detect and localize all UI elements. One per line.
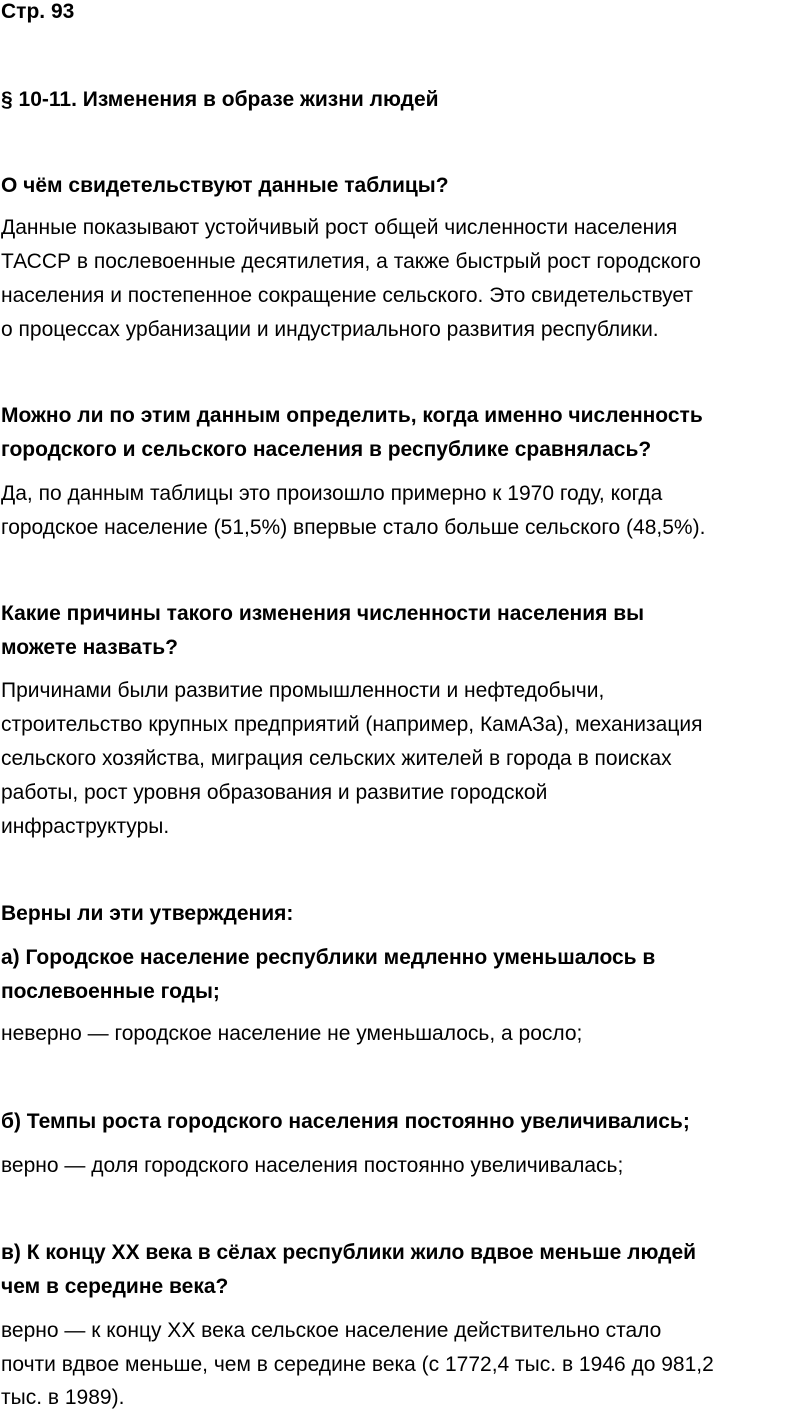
- statement-a-line: а) Городское население республики медленно уменьшалось в: [1, 946, 656, 969]
- answer-a: неверно — городское население не уменьшалось, а росло;: [1, 1022, 583, 1045]
- answer-3-line: строительство крупных предприятий (например, КамАЗа), механизация: [1, 713, 703, 736]
- question-3-line: Какие причины такого изменения численности населения вы: [1, 602, 645, 625]
- question-1: О чём свидетельствуют данные таблицы?: [1, 174, 449, 197]
- question-2-line: Можно ли по этим данным определить, когда именно численность: [1, 404, 703, 427]
- answer-3-line: работы, рост уровня образования и развитие городской: [1, 781, 548, 804]
- question-3-line: можете назвать?: [1, 636, 179, 659]
- answer-1-line: Данные показывают устойчивый рост общей численности населения: [1, 216, 678, 239]
- answer-1-line: ТАССР в послевоенные десятилетия, а также быстрый рост городского: [1, 250, 701, 273]
- answer-1-line: о процессах урбанизации и индустриального развития республики.: [1, 318, 659, 341]
- answer-c-line: верно — к концу XX века сельское население действительно стало: [1, 1319, 662, 1342]
- statement-b: б) Темпы роста городского населения постоянно увеличивались;: [1, 1110, 690, 1133]
- statement-c-line: в) К концу XX века в сёлах республики жило вдвое меньше людей: [1, 1241, 697, 1264]
- section-title: § 10-11. Изменения в образе жизни людей: [1, 88, 439, 111]
- question-2-line: городского и сельского населения в республике сравнялась?: [1, 438, 652, 461]
- answer-b: верно — доля городского населения постоянно увеличивалась;: [1, 1154, 624, 1177]
- answer-3-line: инфраструктуры.: [1, 815, 170, 838]
- statement-c-line: чем в середине века?: [1, 1275, 229, 1298]
- answer-1-line: населения и постепенное сокращение сельского. Это свидетельствует: [1, 284, 694, 307]
- answer-3-line: сельского хозяйства, миграция сельских жителей в города в поисках: [1, 747, 672, 770]
- question-4-heading: Верны ли эти утверждения:: [1, 902, 294, 925]
- answer-3-line: Причинами были развитие промышленности и нефтедобычи,: [1, 679, 605, 702]
- page-label: Стр. 93: [1, 0, 75, 23]
- statement-a-line: послевоенные годы;: [1, 980, 220, 1003]
- answer-c-line: почти вдвое меньше, чем в середине века (с 1772,4 тыс. в 1946 до 981,2: [1, 1353, 714, 1376]
- answer-c-line: тыс. в 1989).: [1, 1386, 125, 1409]
- answer-2-line: городское население (51,5%) впервые стало больше сельского (48,5%).: [1, 516, 706, 539]
- answer-2-line: Да, по данным таблицы это произошло примерно к 1970 году, когда: [1, 482, 663, 505]
